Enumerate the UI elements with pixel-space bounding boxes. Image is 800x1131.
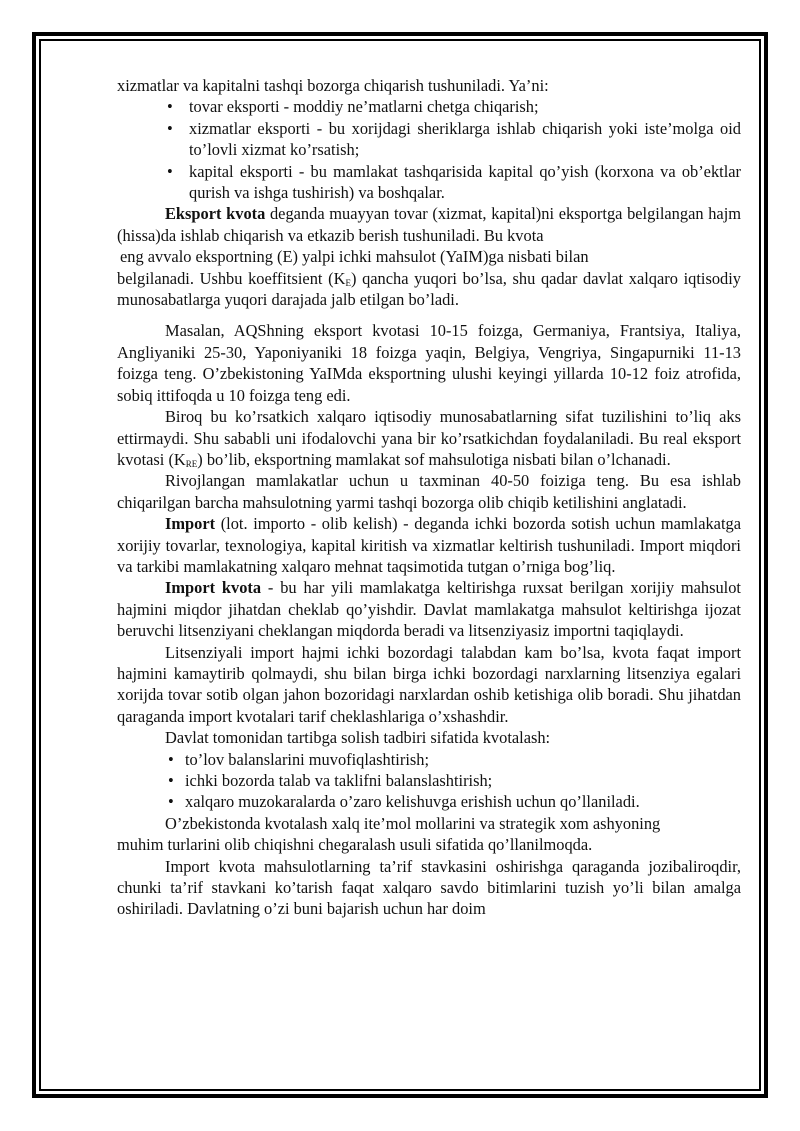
paragraph-intro: xizmatlar va kapitalni tashqi bozorga chiqarish tushuniladi. Ya’ni: [117, 76, 549, 95]
bullet-icon: • [168, 792, 174, 812]
paragraph-export-kvota-line3: belgilanadi. Ushbu koeffitsient $(K_E)$ qancha yuqori bo’lsa, shu qadar davlat xalqaro iqtisodiy munosabatlarga yuqori darajada jalb etilgan bo’ladi. [117, 268, 741, 310]
bullet-icon: • [168, 771, 174, 790]
paragraph-import-kvota: Import kvota - bu har yili mamlakatga keltirishga ruxsat berilgan xorijiy mahsulot hajmini miqdor jihatdan cheklab qo’yishdir. Davlat mamlakatga mahsulot keltirishga ijozat beruvchi litsenziyani cheklangan miqdorda beradi va litsenziyasiz importni taqiqlaydi. [117, 578, 741, 641]
bullet-icon: • [167, 118, 173, 138]
list-item: • tovar eksporti - moddiy ne’matlarni chetga chiqarish; [167, 97, 539, 117]
list-item: • kapital eksporti - bu mamlakat tashqarisida kapital qo’yish (korxona va ob’ektlar qurish va ishga tushirish) va boshqalar. [167, 161, 741, 203]
term-import: Import [165, 514, 216, 534]
export-types-list [117, 96, 741, 203]
list-item: • xalqaro muzokaralarda o’zaro kelishuvga erishish uchun qo’llaniladi. [168, 792, 640, 812]
list-item: • to’lov balanslarini muvofiqlashtirish; [168, 749, 430, 769]
paragraph-rivoj: Rivojlangan mamlakatlar uchun u taxminan 40-50 foiziga teng. Bu esa ishlab chiqarilgan barcha mahsulotning yarmi tashqi bozorga olib chiqib ketilishini anglatadi. [117, 471, 741, 512]
bullet-icon: • [168, 749, 174, 769]
term-import-kvota: Import kvota [165, 578, 262, 598]
paragraph-ozbekiston-line1: O’zbekistonda kvotalash xalq ite’mol mollarini va strategik xom ashyoning [165, 813, 661, 833]
document-body [117, 75, 741, 920]
paragraph-ozbekiston-line2: muhim turlarini olib chiqishni chegaralash usuli sifatida qo’llanilmoqda. [117, 835, 593, 855]
bullet-icon: • [167, 161, 173, 181]
list-item: • ichki bozorda talab va taklifni balanslashtirish; [168, 771, 493, 790]
term-export-kvota: Eksport kvota [165, 204, 266, 224]
paragraph-davlat: Davlat tomonidan tartibga solish tadbiri sifatida kvotalash: [165, 728, 551, 748]
paragraph-litsenziya: Litsenziyali import hajmi ichki bozordagi talabdan kam bo’lsa, kvota faqat import hajmini kamaytirib qolmaydi, shu bilan birga ichki bozordagi narxlarning litsenziya egalari xorijda tovar sotib olgan jahon bozoridagi narxlardan oshib ketishiga olib boradi. Shu jihatdan qaraganda import kvotalari tarif cheklashlariga o’xshashdir. [117, 642, 741, 726]
paragraph-biroq: Biroq bu ko’rsatkich xalqaro iqtisodiy munosabatlarning sifat tuzilishini to’liq aks ettirmaydi. Shu sababli uni ifodalovchi yana bir ko’rsatkichdan foydalaniladi. Bu real eksport kvotasi $(K_{RE})$ bo’lib, eksportning mamlakat sof mahsulotiga nisbati bilan o’lchanadi. [117, 407, 741, 469]
kvota-purposes-list [117, 749, 741, 813]
paragraph-export-kvota: Eksport kvota deganda muayyan tovar (xizmat, kapital)ni eksportga belgilangan hajm (hissa)da ishlab chiqarish va etkazib berish tushuniladi. Bu kvota [117, 204, 741, 245]
paragraph-export-kvota-line2: eng avvalo eksportning (E) yalpi ichki mahsulot (YaIM)ga nisbati bilan [120, 247, 589, 267]
paragraph-last: Import kvota mahsulotlarning ta’rif stavkasini oshirishga qaraganda jozibaliroqdir, chunki ta’rif stavkani ko’tarish faqat xalqaro savdo bitimlarini tuzish yo’li bilan amalga oshiriladi. Davlatning o’zi buni bajarish uchun har doim [117, 856, 741, 919]
paragraph-masalan: Masalan, AQShning eksport kvotasi 10-15 foizga, Germaniya, Frantsiya, Italiya, Angliyaniki 25-30, Yaponiyaniki 18 foizga yaqin, Belgiya, Vengriya, Singapurniki 11-13 foizga teng. O’zbekistoning YaIMda eksportning ulushi keyingi yillarda 10-12 foiz atrofida, sobiq ittifoqda u 10 foizga teng edi. [117, 321, 741, 405]
paragraph-import: Import (lot. importo - olib kelish) - deganda ichki bozorda sotish uchun mamlakatga xorijiy tovarlar, texnologiya, kapital kiritish va xizmatlar keltirish tushuniladi. Import miqdori va tarkibi mamlakatning xalqaro mehnat taqsimotida tutgan o’rniga bog’liq. [117, 514, 741, 576]
list-item: • xizmatlar eksporti - bu xorijdagi sheriklarga ishlab chiqarish yoki iste’molga oid to’lovli xizmat ko’rsatish; [167, 118, 741, 160]
bullet-icon: • [167, 97, 173, 117]
